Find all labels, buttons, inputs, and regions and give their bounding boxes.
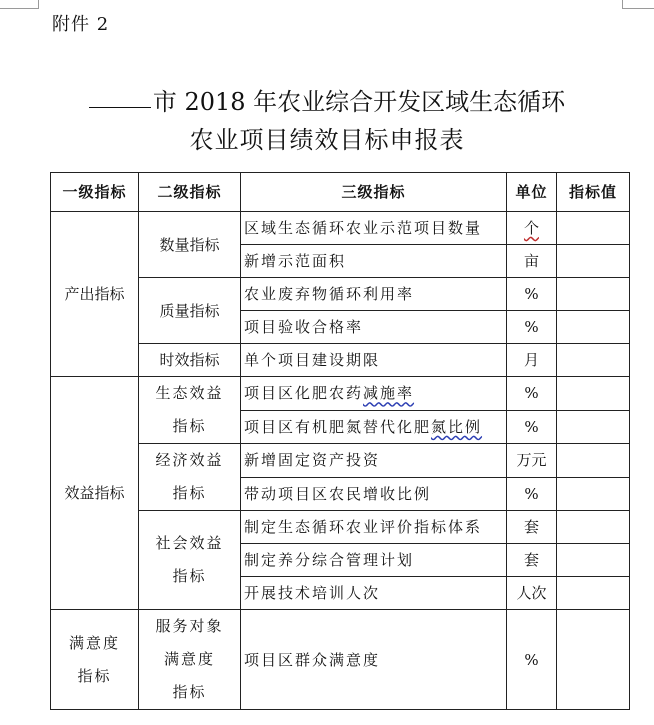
indicator-text: 项目区有机肥氮替代化肥 xyxy=(244,417,432,436)
level2-social-line2: 指标 xyxy=(172,567,207,585)
value-cell[interactable] xyxy=(557,511,630,544)
unit-cell: 万元 xyxy=(507,444,557,478)
indicator-cell xyxy=(241,377,507,411)
value-cell[interactable] xyxy=(557,444,630,478)
level2-economic-line1: 经济效益 xyxy=(155,451,224,469)
performance-target-table xyxy=(50,172,630,710)
level2-quality: 质量指标 xyxy=(139,278,241,344)
level2-timeliness: 时效指标 xyxy=(139,344,241,377)
table-row xyxy=(51,212,630,245)
level1-satisfaction xyxy=(51,610,139,710)
unit-cell: 亩 xyxy=(507,245,557,278)
header-level3: 三级指标 xyxy=(241,173,507,212)
indicator-cell: 制定生态循环农业评价指标体系 xyxy=(241,511,507,544)
crop-mark-left xyxy=(0,0,39,9)
header-value: 指标值 xyxy=(557,173,630,212)
value-cell[interactable] xyxy=(557,245,630,278)
header-row xyxy=(51,173,630,212)
value-cell[interactable] xyxy=(557,311,630,344)
level2-social xyxy=(139,511,241,610)
level2-economic xyxy=(139,444,241,511)
indicator-cell: 项目区群众满意度 xyxy=(241,610,507,710)
indicator-cell: 单个项目建设期限 xyxy=(241,344,507,377)
level1-satisfaction-line1: 满意度 xyxy=(68,633,120,652)
header-level1: 一级指标 xyxy=(51,173,139,212)
table-row xyxy=(51,610,630,710)
unit-cell: % xyxy=(507,477,557,511)
level2-service xyxy=(139,610,241,710)
crop-mark-right xyxy=(622,0,654,9)
value-cell[interactable] xyxy=(557,610,630,710)
document-title-line2: 农业项目绩效目标申报表 xyxy=(189,126,465,154)
indicator-cell: 区域生态循环农业示范项目数量 xyxy=(241,212,507,245)
unit-cell: % xyxy=(507,610,557,710)
value-cell[interactable] xyxy=(557,410,630,444)
value-cell[interactable] xyxy=(557,278,630,311)
document-title-line1 xyxy=(0,82,654,117)
value-cell[interactable] xyxy=(557,377,630,411)
table-row xyxy=(51,377,630,411)
indicator-cell: 带动项目区农民增收比例 xyxy=(241,477,507,511)
value-cell[interactable] xyxy=(557,577,630,610)
indicator-cell: 新增固定资产投资 xyxy=(241,444,507,478)
indicator-text-underlined: 氮比例 xyxy=(431,417,483,436)
level2-economic-line2: 指标 xyxy=(172,484,207,502)
unit-cell: % xyxy=(507,377,557,411)
unit-cell: 套 xyxy=(507,544,557,577)
attachment-label: 附件 2 xyxy=(52,14,110,35)
unit-cell: 人次 xyxy=(507,577,557,610)
level2-quantity: 数量指标 xyxy=(139,212,241,278)
unit-text: 个 xyxy=(523,219,539,237)
level1-output: 产出指标 xyxy=(51,212,139,377)
indicator-cell: 农业废弃物循环利用率 xyxy=(241,278,507,311)
unit-cell: % xyxy=(507,278,557,311)
indicator-cell: 制定养分综合管理计划 xyxy=(241,544,507,577)
indicator-cell: 新增示范面积 xyxy=(241,245,507,278)
indicator-cell xyxy=(241,410,507,444)
city-blank-line xyxy=(89,89,151,108)
header-unit: 单位 xyxy=(507,173,557,212)
indicator-text: 项目区化肥农药 xyxy=(244,384,364,403)
level2-ecological-line1: 生态效益 xyxy=(155,384,224,402)
level2-service-line1: 服务对象 xyxy=(155,617,224,635)
indicator-cell: 开展技术培训人次 xyxy=(241,577,507,610)
unit-cell xyxy=(507,212,557,245)
level2-ecological-line2: 指标 xyxy=(172,417,207,435)
level2-service-line2: 满意度 xyxy=(163,650,215,668)
value-cell[interactable] xyxy=(557,344,630,377)
title-line1-text: 市 2018 年农业综合开发区域生态循环 xyxy=(152,88,566,116)
unit-cell: 套 xyxy=(507,511,557,544)
level2-ecological xyxy=(139,377,241,444)
header-level2: 二级指标 xyxy=(139,173,241,212)
value-cell[interactable] xyxy=(557,477,630,511)
indicator-text-underlined: 减施率 xyxy=(363,384,415,403)
level1-satisfaction-line2: 指标 xyxy=(77,666,112,685)
value-cell[interactable] xyxy=(557,212,630,245)
level1-benefit: 效益指标 xyxy=(51,377,139,610)
level2-service-line3: 指标 xyxy=(172,683,207,701)
indicator-cell: 项目验收合格率 xyxy=(241,311,507,344)
value-cell[interactable] xyxy=(557,544,630,577)
unit-cell: 月 xyxy=(507,344,557,377)
level2-social-line1: 社会效益 xyxy=(155,534,224,552)
unit-cell: % xyxy=(507,410,557,444)
unit-cell: % xyxy=(507,311,557,344)
